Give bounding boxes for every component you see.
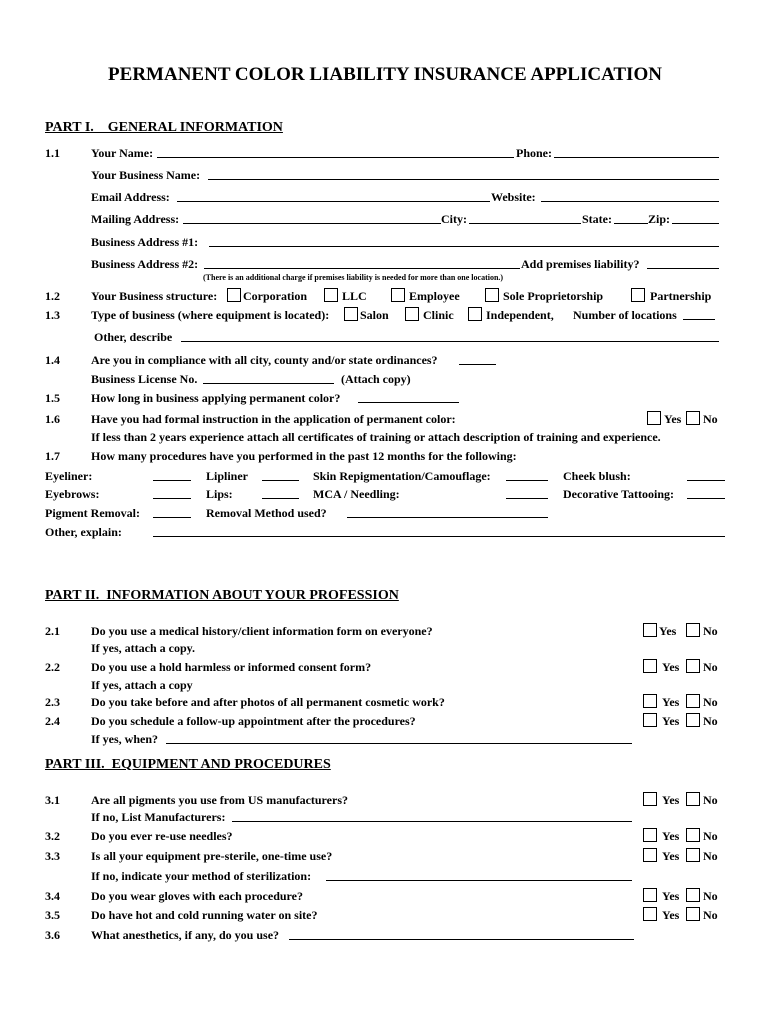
no-label: No — [703, 793, 718, 807]
item-number: 3.6 — [45, 928, 60, 942]
zip-label: Zip: — [648, 212, 671, 226]
anesthetics-field[interactable] — [289, 939, 634, 940]
lipliner-field[interactable] — [262, 480, 299, 481]
item-number: 3.2 — [45, 829, 60, 843]
no-label: No — [703, 829, 718, 843]
years-field[interactable] — [358, 402, 459, 403]
compliance-question: Are you in compliance with all city, county and/or state ordinances? — [91, 353, 438, 367]
employee-checkbox[interactable] — [391, 288, 405, 302]
item-number: 1.4 — [45, 353, 60, 367]
item-number: 2.3 — [45, 695, 60, 709]
clinic-label: Clinic — [423, 308, 454, 322]
removal-method-label: Removal Method used? — [206, 506, 327, 520]
pigments-question: Are all pigments you use from US manufacturers? — [91, 793, 348, 807]
yes-label: Yes — [664, 412, 682, 426]
no-checkbox[interactable] — [686, 848, 700, 862]
photos-question: Do you take before and after photos of all permanent cosmetic work? — [91, 695, 445, 709]
skin-field[interactable] — [506, 480, 548, 481]
procedures-question: How many procedures have you performed in the past 12 months for the following: — [91, 449, 517, 463]
salon-label: Salon — [360, 308, 389, 322]
phone-label: Phone: — [516, 146, 552, 160]
yes-checkbox[interactable] — [643, 623, 657, 637]
yes-label: Yes — [662, 908, 680, 922]
yes-label: Yes — [662, 793, 680, 807]
sterilization-field[interactable] — [326, 880, 632, 881]
address1-field[interactable] — [209, 246, 719, 247]
business-name-field[interactable] — [208, 179, 719, 180]
sole-proprietorship-checkbox[interactable] — [485, 288, 499, 302]
item-number: 2.4 — [45, 714, 60, 728]
state-field[interactable] — [614, 223, 648, 224]
eyeliner-label: Eyeliner: — [45, 469, 93, 483]
no-label: No — [703, 908, 718, 922]
address2-field[interactable] — [204, 268, 520, 269]
no-label: No — [703, 624, 718, 638]
skin-label: Skin Repigmentation/Camouflage: — [313, 469, 491, 483]
gloves-question: Do you wear gloves with each procedure? — [91, 889, 303, 903]
yes-label: Yes — [659, 624, 677, 638]
followup-question: Do you schedule a follow-up appointment after the procedures? — [91, 714, 416, 728]
removal-method-field[interactable] — [347, 517, 548, 518]
mailing-label: Mailing Address: — [91, 212, 180, 226]
item-number: 1.6 — [45, 412, 60, 426]
item-number: 3.4 — [45, 889, 60, 903]
sterilization-label: If no, indicate your method of sterilization: — [91, 869, 312, 883]
employee-label: Employee — [409, 289, 460, 303]
no-checkbox[interactable] — [686, 907, 700, 921]
item-number: 1.7 — [45, 449, 60, 463]
corporation-checkbox[interactable] — [227, 288, 241, 302]
item-number: 2.1 — [45, 624, 60, 638]
salon-checkbox[interactable] — [344, 307, 358, 321]
num-locations-label: Number of locations — [573, 308, 677, 322]
yes-label: Yes — [662, 829, 680, 843]
item-number: 1.5 — [45, 391, 60, 405]
no-label: No — [703, 849, 718, 863]
mca-field[interactable] — [506, 498, 548, 499]
manufacturers-label: If no, List Manufacturers: — [91, 810, 226, 824]
yes-checkbox[interactable] — [643, 848, 657, 862]
cheek-field[interactable] — [687, 480, 725, 481]
llc-label: LLC — [342, 289, 367, 303]
zip-field[interactable] — [672, 223, 719, 224]
consent-form-question: Do you use a hold harmless or informed consent form? — [91, 660, 372, 674]
other-describe-label: Other, describe — [94, 330, 173, 344]
no-label: No — [703, 660, 718, 674]
item-number: 1.2 — [45, 289, 60, 303]
email-label: Email Address: — [91, 190, 170, 204]
corporation-label: Corporation — [243, 289, 307, 303]
yes-label: Yes — [662, 889, 680, 903]
yes-label: Yes — [662, 695, 680, 709]
part1-heading: PART I. GENERAL INFORMATION — [45, 120, 283, 135]
yes-checkbox[interactable] — [643, 828, 657, 842]
pigment-removal-field[interactable] — [153, 517, 191, 518]
part2-heading: PART II. INFORMATION ABOUT YOUR PROFESSION — [45, 588, 399, 603]
address1-label: Business Address #1: — [91, 235, 199, 249]
address2-label: Business Address #2: — [91, 257, 199, 271]
partnership-label: Partnership — [650, 289, 712, 303]
mca-label: MCA / Needling: — [313, 487, 400, 501]
attach-copy-note: (Attach copy) — [341, 372, 411, 386]
lipliner-label: Lipliner — [206, 469, 249, 483]
yes-label: Yes — [662, 660, 680, 674]
clinic-checkbox[interactable] — [405, 307, 419, 321]
premises-note: (There is an additional charge if premises liability is needed for more than one location.) — [203, 273, 504, 282]
item-number: 3.5 — [45, 908, 60, 922]
medical-history-question: Do you use a medical history/client information form on everyone? — [91, 624, 433, 638]
sole-proprietorship-label: Sole Proprietorship — [503, 289, 604, 303]
eyebrows-label: Eyebrows: — [45, 487, 100, 501]
yes-checkbox[interactable] — [643, 694, 657, 708]
item-number: 3.1 — [45, 793, 60, 807]
business-name-label: Your Business Name: — [91, 168, 201, 182]
structure-label: Your Business structure: — [91, 289, 218, 303]
eyeliner-field[interactable] — [153, 480, 191, 481]
yes-checkbox[interactable] — [643, 713, 657, 727]
city-label: City: — [441, 212, 467, 226]
compliance-field[interactable] — [459, 364, 496, 365]
item-number: 1.3 — [45, 308, 60, 322]
yes-checkbox[interactable] — [647, 411, 661, 425]
item-number: 1.1 — [45, 146, 60, 160]
state-label: State: — [582, 212, 612, 226]
phone-field[interactable] — [554, 157, 719, 158]
website-label: Website: — [491, 190, 536, 204]
other-explain-field[interactable] — [153, 536, 725, 537]
no-label: No — [703, 889, 718, 903]
followup-when-label: If yes, when? — [91, 732, 159, 746]
other-describe-field[interactable] — [181, 341, 719, 342]
num-locations-field[interactable] — [683, 319, 715, 320]
no-checkbox[interactable] — [686, 659, 700, 673]
your-name-field[interactable] — [157, 157, 514, 158]
yes-checkbox[interactable] — [643, 792, 657, 806]
no-checkbox[interactable] — [686, 888, 700, 902]
mailing-field[interactable] — [183, 223, 441, 224]
anesthetics-question: What anesthetics, if any, do you use? — [91, 928, 280, 942]
lips-label: Lips: — [206, 487, 233, 501]
years-question: How long in business applying permanent color? — [91, 391, 341, 405]
pigment-removal-label: Pigment Removal: — [45, 506, 140, 520]
your-name-label: Your Name: — [91, 146, 154, 160]
premises-field[interactable] — [647, 268, 719, 269]
part3-heading: PART III. EQUIPMENT AND PROCEDURES — [45, 757, 331, 772]
no-label: No — [703, 714, 718, 728]
manufacturers-field[interactable] — [232, 821, 632, 822]
decorative-label: Decorative Tattooing: — [563, 487, 674, 501]
no-label: No — [703, 412, 718, 426]
no-checkbox[interactable] — [686, 792, 700, 806]
premises-label: Add premises liability? — [521, 257, 640, 271]
attach-copy-note: If yes, attach a copy — [91, 678, 193, 692]
form-title: PERMANENT COLOR LIABILITY INSURANCE APPLICATION — [108, 64, 662, 85]
equipment-question: Is all your equipment pre-sterile, one-time use? — [91, 849, 333, 863]
eyebrows-field[interactable] — [153, 498, 191, 499]
cheek-label: Cheek blush: — [563, 469, 631, 483]
instruction-note: If less than 2 years experience attach all certificates of training or attach description of training and experience. — [91, 430, 661, 444]
no-label: No — [703, 695, 718, 709]
llc-checkbox[interactable] — [324, 288, 338, 302]
attach-copy-note: If yes, attach a copy. — [91, 641, 195, 655]
no-checkbox[interactable] — [686, 828, 700, 842]
website-field[interactable] — [541, 201, 719, 202]
city-field[interactable] — [469, 223, 581, 224]
yes-label: Yes — [662, 714, 680, 728]
yes-checkbox[interactable] — [643, 907, 657, 921]
yes-checkbox[interactable] — [643, 888, 657, 902]
water-question: Do have hot and cold running water on site? — [91, 908, 318, 922]
license-label: Business License No. — [91, 372, 198, 386]
email-field[interactable] — [177, 201, 490, 202]
decorative-field[interactable] — [687, 498, 725, 499]
no-checkbox[interactable] — [686, 694, 700, 708]
business-type-label: Type of business (where equipment is located): — [91, 308, 330, 322]
needles-question: Do you ever re-use needles? — [91, 829, 233, 843]
item-number: 2.2 — [45, 660, 60, 674]
instruction-question: Have you had formal instruction in the application of permanent color: — [91, 412, 456, 426]
other-explain-label: Other, explain: — [45, 525, 122, 539]
lips-field[interactable] — [262, 498, 299, 499]
partnership-checkbox[interactable] — [631, 288, 645, 302]
no-checkbox[interactable] — [686, 411, 700, 425]
item-number: 3.3 — [45, 849, 60, 863]
no-checkbox[interactable] — [686, 713, 700, 727]
independent-checkbox[interactable] — [468, 307, 482, 321]
followup-when-field[interactable] — [166, 743, 632, 744]
yes-checkbox[interactable] — [643, 659, 657, 673]
no-checkbox[interactable] — [686, 623, 700, 637]
license-field[interactable] — [203, 383, 334, 384]
independent-label: Independent, — [486, 308, 554, 322]
yes-label: Yes — [662, 849, 680, 863]
